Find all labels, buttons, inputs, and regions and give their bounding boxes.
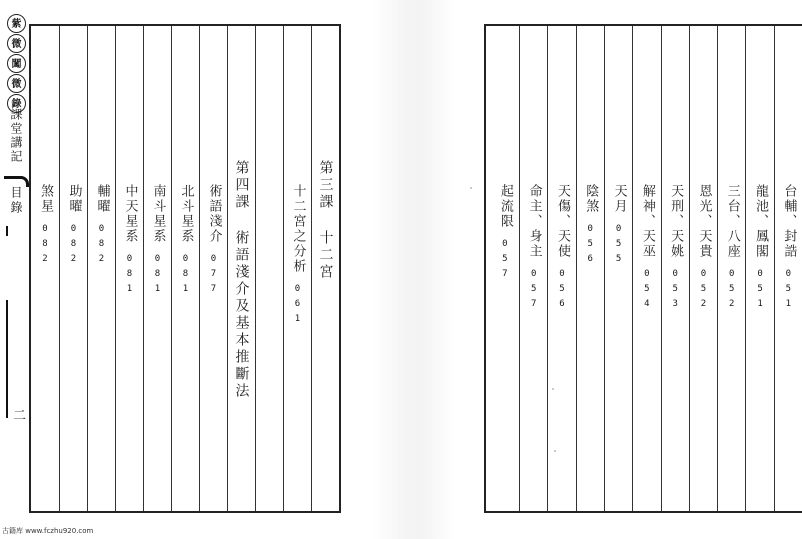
entry-page-number: 051 [783, 269, 794, 314]
book-title: 課堂講記 [9, 108, 23, 164]
entry-title: 北斗星系 [178, 184, 194, 244]
margin-rule [6, 300, 8, 418]
lesson-heading: 第四課 術語淺介及基本推斷法 [233, 160, 250, 400]
toc-entry [548, 184, 575, 314]
entry-title: 助曜 [66, 184, 82, 214]
right-column [632, 26, 660, 511]
entry-page-number: 081 [124, 254, 135, 299]
entry-title: 命主、身主 [526, 184, 542, 259]
entry-page-number: 052 [726, 269, 737, 314]
toc-entry [662, 184, 689, 314]
entry-title: 起流限 [497, 184, 513, 229]
entry-title: 龍池、鳳閣 [753, 184, 769, 259]
right-column [519, 26, 547, 511]
toc-entry [577, 184, 604, 269]
right-column [774, 26, 802, 511]
toc-entry [491, 184, 519, 284]
entry-title: 輔曜 [94, 184, 110, 214]
toc-entry [60, 184, 87, 269]
scan-speck [554, 450, 556, 452]
entry-title: 天刑、天姚 [668, 184, 684, 259]
toc-entry [520, 184, 547, 314]
entry-title: 天月 [611, 184, 627, 214]
entry-title: 中天星系 [122, 184, 138, 244]
left-column [171, 26, 199, 511]
toc-entry [172, 184, 199, 299]
toc-entry [690, 184, 717, 314]
entry-title: 恩光、天貴 [696, 184, 712, 259]
right-column [661, 26, 689, 511]
right-column [491, 26, 519, 511]
left-column [31, 26, 59, 511]
left-column [283, 26, 311, 511]
right-page-contents [484, 24, 802, 513]
left-column [87, 26, 115, 511]
entry-page-number: 061 [292, 284, 303, 329]
section-label: 目錄 [9, 186, 23, 216]
left-page-contents [29, 24, 341, 513]
entry-title: 南斗星系 [150, 184, 166, 244]
entry-title: 天傷、天使 [554, 184, 570, 259]
entry-page-number: 052 [698, 269, 709, 314]
toc-entry [88, 184, 115, 269]
right-column [547, 26, 575, 511]
entry-page-number: 056 [585, 224, 596, 269]
title-seal-1: 紫 [7, 14, 26, 33]
entry-page-number: 057 [528, 269, 539, 314]
left-column [115, 26, 143, 511]
entry-title: 台輔、封誥 [781, 184, 797, 259]
left-column [311, 26, 339, 511]
entry-page-number: 081 [180, 254, 191, 299]
page-number: 二 [10, 408, 25, 421]
right-column [689, 26, 717, 511]
entry-page-number: 054 [641, 269, 652, 314]
toc-entry [200, 184, 227, 299]
toc-entry [718, 184, 745, 314]
left-column [199, 26, 227, 511]
title-seal-2: 微 [7, 34, 26, 53]
entry-page-number: 081 [152, 254, 163, 299]
right-column [604, 26, 632, 511]
entry-page-number: 055 [613, 224, 624, 269]
right-column [576, 26, 604, 511]
entry-title: 煞星 [38, 184, 53, 214]
entry-page-number: 057 [499, 239, 510, 284]
footer-watermark: 古籍库 www.fczhu920.com [2, 527, 94, 535]
entry-title: 三台、八座 [724, 184, 740, 259]
left-column [255, 26, 283, 511]
title-seal-4: 微 [7, 74, 26, 93]
side-strip [0, 14, 30, 514]
margin-tick-top [6, 226, 8, 236]
entry-page-number: 077 [208, 254, 219, 299]
toc-entry [284, 184, 311, 329]
lesson-heading: 第三課 十二宮 [317, 160, 334, 281]
entry-title: 術語淺介 [206, 184, 222, 244]
toc-entry [256, 184, 283, 194]
toc-entry [116, 184, 143, 299]
toc-entry [775, 184, 802, 314]
entry-title: 陰煞 [583, 184, 599, 214]
entry-page-number: 056 [556, 269, 567, 314]
entry-page-number: 082 [68, 224, 79, 269]
toc-entry [746, 184, 773, 314]
left-column [143, 26, 171, 511]
entry-page-number: 051 [755, 269, 766, 314]
toc-entry [144, 184, 171, 299]
title-seal-5: 錄 [7, 94, 26, 113]
right-column [717, 26, 745, 511]
entry-page-number: 053 [670, 269, 681, 314]
title-seal-3: 闖 [7, 54, 26, 73]
entry-page-number: 082 [96, 224, 107, 269]
entry-title: 十二宮之分析 [290, 184, 306, 274]
scan-speck [470, 187, 472, 189]
left-column [59, 26, 87, 511]
entry-title: 解神、天巫 [639, 184, 655, 259]
toc-entry [31, 184, 59, 269]
book-gutter [372, 0, 456, 539]
right-column [745, 26, 773, 511]
toc-entry [228, 160, 255, 410]
entry-page-number: 082 [40, 224, 50, 269]
scan-speck [552, 388, 554, 390]
toc-entry [633, 184, 660, 314]
toc-entry [605, 184, 632, 269]
toc-entry [312, 160, 339, 291]
left-column [227, 26, 255, 511]
